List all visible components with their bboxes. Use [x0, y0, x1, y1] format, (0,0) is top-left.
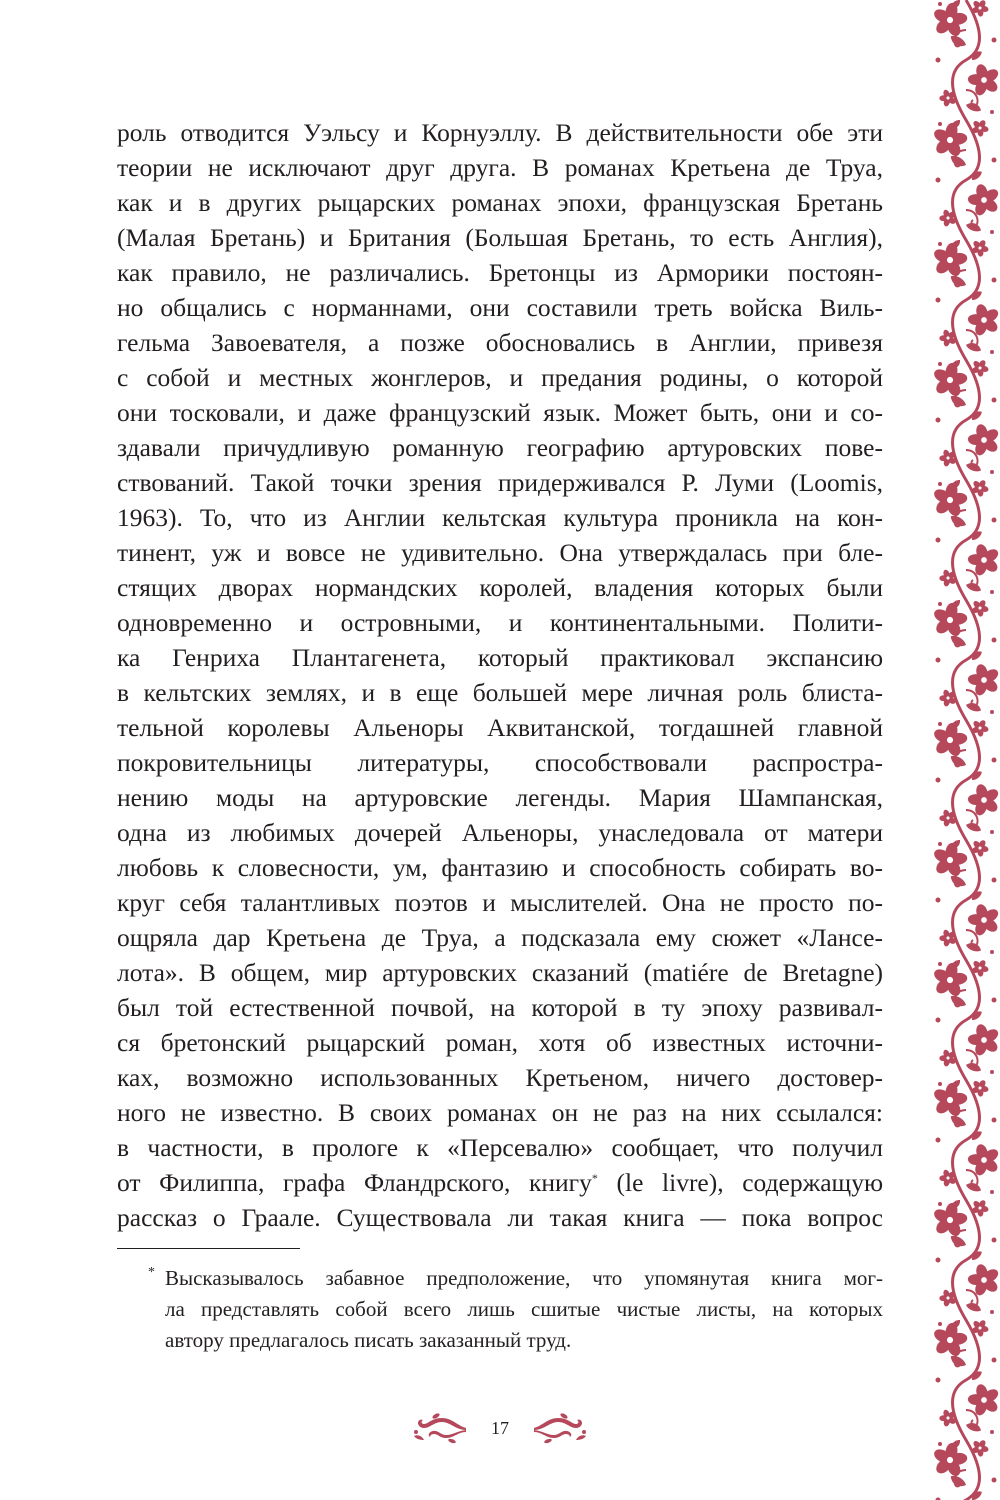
- footnote-reference-mark[interactable]: *: [591, 1171, 598, 1185]
- floral-scroll-left-icon: [412, 1410, 468, 1446]
- text-fragment: (le livre), содержащую: [597, 1168, 883, 1197]
- footnote-line: ла представлять собой всего лишь сшитые чистые листы, на которых: [165, 1297, 883, 1321]
- footnote-line: Высказывалось забавное предположение, что упомянутая книга мог-: [165, 1266, 883, 1290]
- text-line: как и в других рыцарских романах эпохи, французская Бретань: [117, 188, 883, 217]
- text-line: любовь к словесности, ум, фантазию и способность собирать во-: [117, 853, 883, 882]
- text-line: теории не исключают друг друга. В романах Кретьена де Труа,: [117, 153, 883, 182]
- text-line: одна из любимых дочерей Альеноры, унаследовала от матери: [117, 818, 883, 847]
- text-line: ся бретонский рыцарский роман, хотя об известных источни-: [117, 1028, 883, 1057]
- text-fragment: от Филиппа, графа Фландрского, книгу: [117, 1168, 592, 1197]
- main-paragraph: [117, 115, 883, 1235]
- text-line: они тосковали, и даже французский язык. Может быть, они и со-: [117, 398, 883, 427]
- text-line: нению моды на артуровские легенды. Мария Шампанская,: [117, 783, 883, 812]
- text-line: гельма Завоевателя, а позже обосновались в Англии, привезя: [117, 328, 883, 357]
- floral-scroll-right-icon: [532, 1410, 588, 1446]
- text-line: покровительницы литературы, способствовали распростра-: [117, 748, 883, 777]
- floral-vine-border-icon: [932, 0, 1000, 1500]
- page-number: 17: [491, 1418, 509, 1438]
- footnote-divider: [117, 1248, 300, 1249]
- footnote-line: автору предлагалось писать заказанный труд.: [165, 1328, 572, 1352]
- text-line: ощряла дар Кретьена де Труа, а подсказала ему сюжет «Лансе-: [117, 923, 883, 952]
- text-line: 1963). То, что из Англии кельтская культура проникла на кон-: [117, 503, 883, 532]
- text-line: ка Генриха Плантагенета, который практиковал экспансию: [117, 643, 883, 672]
- text-line: рассказ о Граале. Существовала ли такая книга — пока вопрос: [117, 1203, 883, 1232]
- text-line: с собой и местных жонглеров, и предания родины, о которой: [117, 363, 883, 392]
- footnote-mark: *: [148, 1265, 155, 1280]
- text-line: как правило, не различались. Бретонцы из Арморики постоян-: [117, 258, 883, 287]
- footnote: [148, 1263, 883, 1356]
- text-line: роль отводится Уэльсу и Корнуэллу. В действительности обе эти: [117, 118, 883, 147]
- text-line: (Малая Бретань) и Британия (Большая Бретань, то есть Англия),: [117, 223, 883, 252]
- text-line: одновременно и островными, и континентальными. Полити-: [117, 608, 883, 637]
- text-line: ствований. Такой точки зрения придерживался Р. Луми (Loomis,: [117, 468, 883, 497]
- text-line: тельной королевы Альеноры Аквитанской, тогдашней главной: [117, 713, 883, 742]
- text-line: был той естественной почвой, на которой в ту эпоху развивал-: [117, 993, 883, 1022]
- text-line: ного не известно. В своих романах он не раз на них ссылался:: [117, 1098, 883, 1127]
- text-line: здавали причудливую романную географию артуровских пове-: [117, 433, 883, 462]
- text-line: лота». В общем, мир артуровских сказаний (matiére de Bretagne): [117, 958, 883, 987]
- text-line: стящих дворах нормандских королей, владения которых были: [117, 573, 883, 602]
- text-line: в частности, в прологе к «Персевалю» сообщает, что получил: [117, 1133, 883, 1162]
- folio: [0, 1410, 1000, 1450]
- text-line: тинент, уж и вовсе не удивительно. Она утверждалась при бле-: [117, 538, 883, 567]
- text-line-with-footnote-ref: [117, 1165, 883, 1200]
- text-line: ках, возможно использованных Кретьеном, ничего достовер-: [117, 1063, 883, 1092]
- text-line: круг себя талантливых поэтов и мыслителей. Она не просто по-: [117, 888, 883, 917]
- text-line: но общались с норманнами, они составили треть войска Виль-: [117, 293, 883, 322]
- text-line: в кельтских землях, и в еще большей мере личная роль блиста-: [117, 678, 883, 707]
